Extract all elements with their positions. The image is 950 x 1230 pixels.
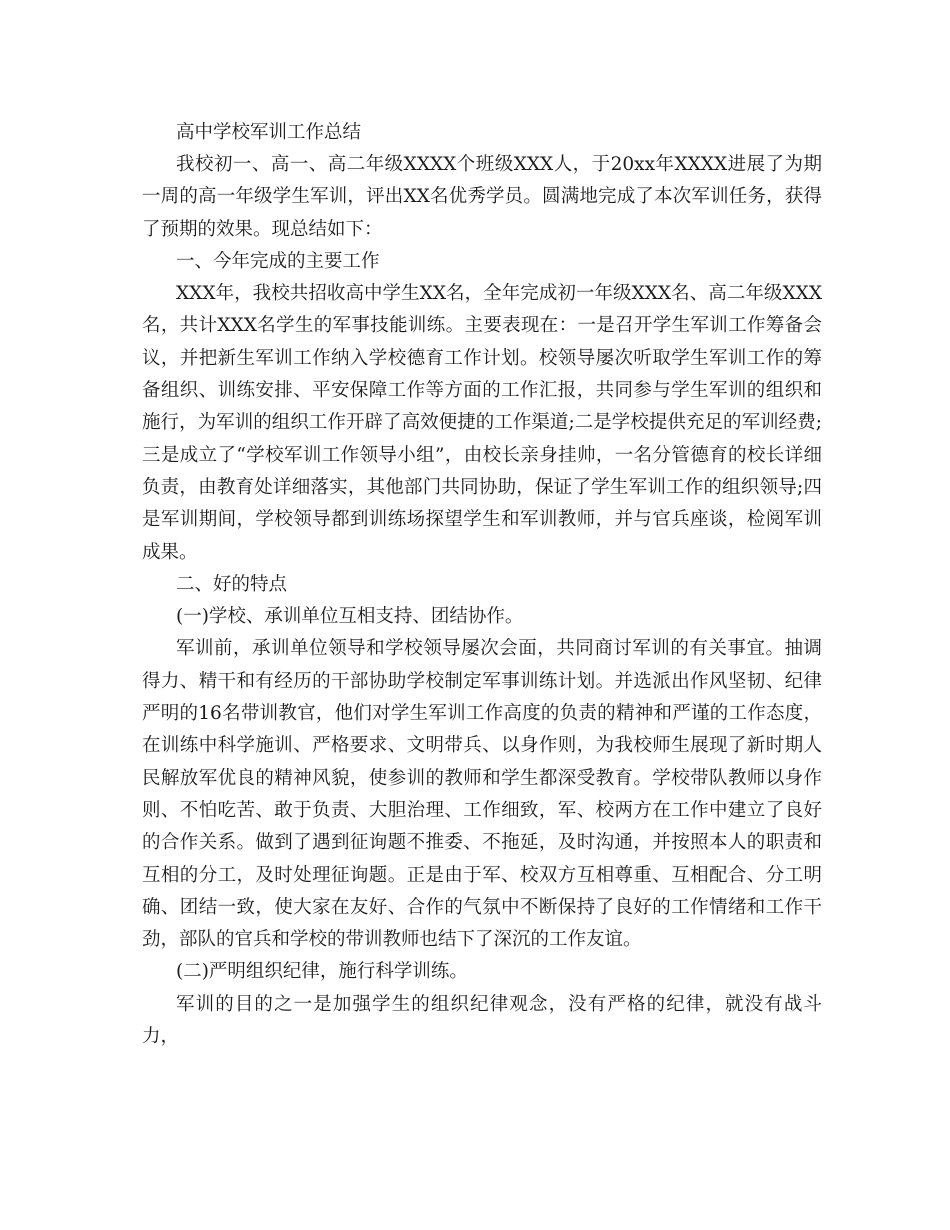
subsection-1-heading: (一)学校、承训单位互相支持、团结协作。: [176, 606, 524, 628]
document-page: [142, 117, 822, 1053]
section-1-paragraph: XXX年，我校共招收高中学生XX名，全年完成初一年级XXX名、高二年级XXX名，共计XXX名学生的军事技能训练。主要表现在：一是召开学生军训工作筹备会议，并把新生军训工作纳入学校德育工作计划。校领导屡次听取学生军训工作的筹备组织、训练安排、平安保障工作等方面的工作汇报，共同参与学生军训的组织和施行，为军训的组织工作开辟了高效便捷的工作渠道;二是学校提供充足的军训经费;三是成立了“学校军训工作领导小组”，由校长亲身挂帅，一名分管德育的校长详细负责，由教育处详细落实，其他部门共同协助，保证了学生军训工作的组织领导;四是军训期间，学校领导都到训练场探望学生和军训教师，并与官兵座谈，检阅军训成果。: [142, 283, 822, 563]
subsection-2-heading: (二)严明组织纪律，施行科学训练。: [176, 961, 468, 983]
document-title: 高中学校军训工作总结: [176, 122, 362, 143]
subsection-2-paragraph: 军训的目的之一是加强学生的组织纪律观念，没有严格的纪律，就没有战斗力，: [142, 993, 822, 1048]
section-1-heading: 一、今年完成的主要工作: [176, 250, 380, 272]
subsection-1-paragraph: 军训前，承训单位领导和学校领导屡次会面，共同商讨军训的有关事宜。抽调得力、精干和有经历的干部协助学校制定军事训练计划。并选派出作风坚韧、纪律严明的16名带训教官，他们对学生军训工作高度的负责的精神和严谨的工作态度，在训练中科学施训、严格要求、文明带兵、以身作则，为我校师生展现了新时期人民解放军优良的精神风貌，使参训的教师和学生都深受教育。学校带队教师以身作则、不怕吃苦、敢于负责、大胆治理、工作细致，军、校两方在工作中建立了良好的合作关系。做到了遇到征询题不推委、不拖延，及时沟通，并按照本人的职责和互相的分工，及时处理征询题。正是由于军、校双方互相尊重、互相配合、分工明确、团结一致，使大家在友好、合作的气氛中不断保持了良好的工作情绪和工作干劲，部队的官兵和学校的带训教师也结下了深沉的工作友谊。: [142, 638, 822, 951]
section-2-heading: 二、好的特点: [176, 573, 288, 595]
intro-paragraph: 我校初一、高一、高二年级XXXX个班级XXX人，于20xx年XXXX进展了为期一周的高一年级学生军训，评出XX名优秀学员。圆满地完成了本次军训任务，获得了预期的效果。现总结如下：: [142, 154, 822, 240]
